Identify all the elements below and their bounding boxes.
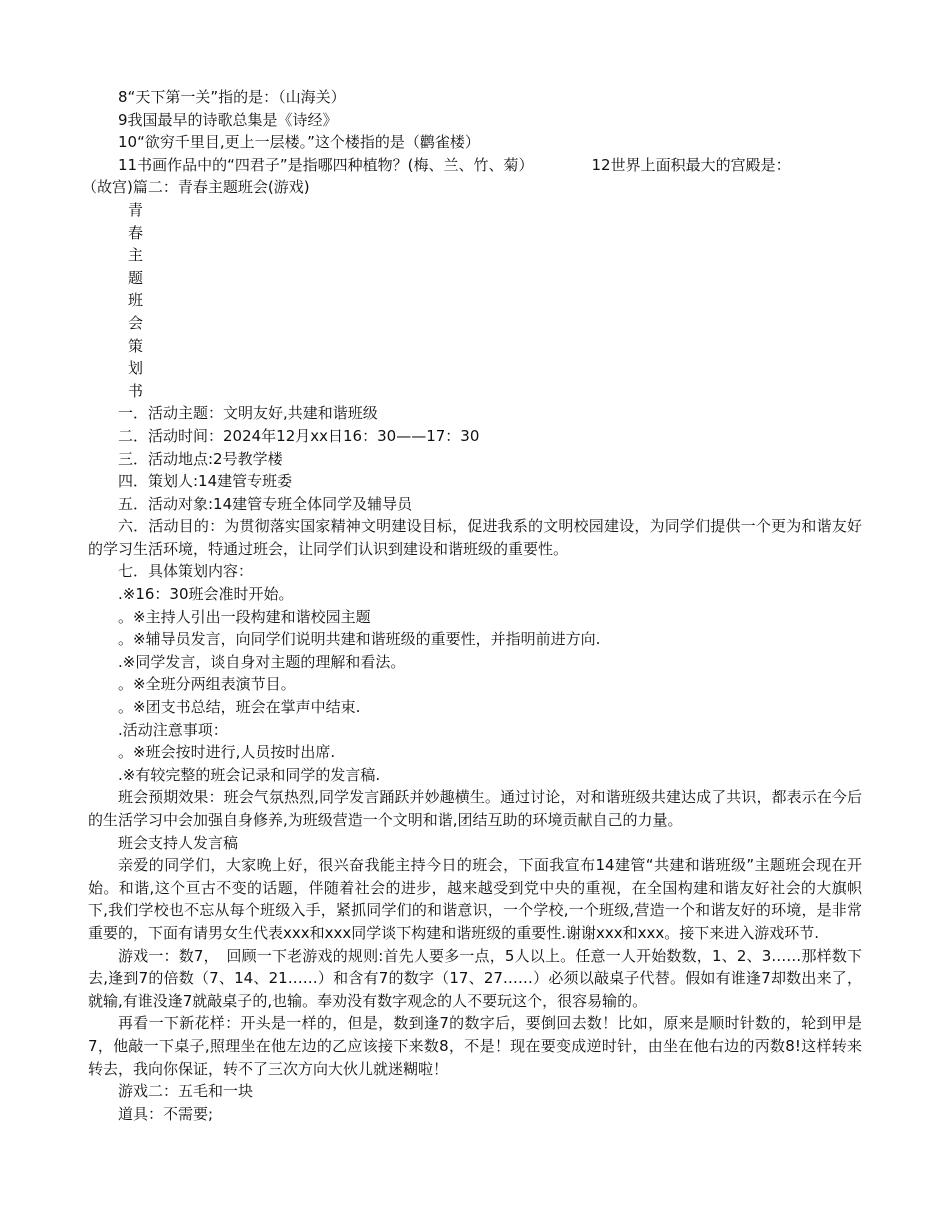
plan-location: 三．活动地点:2号教学楼 [118, 449, 283, 468]
quiz-q11: 11书画作品中的“四君子”是指哪四种植物？(梅、兰、竹、菊） [118, 155, 534, 174]
quiz-q10: 10“欲穷千里目,更上一层楼。”这个楼指的是（鹳雀楼） [118, 133, 480, 152]
note-item: 。※班会按时进行,人员按时出席. [118, 743, 336, 762]
game-two-heading: 游戏二：五毛和一块 [118, 1082, 254, 1101]
vertical-title-char: 划 [128, 359, 144, 378]
vertical-title-char: 主 [128, 246, 144, 265]
vertical-title [88, 199, 862, 402]
vertical-title-char: 春 [128, 223, 144, 242]
plan-organizer: 四．策划人:14建管专班委 [118, 472, 293, 491]
quiz-q12-question: 12世界上面积最大的宫殿是： [591, 155, 791, 174]
quiz-q8: 8“天下第一关”指的是：（山海关） [118, 88, 346, 106]
vertical-title-char: 会 [128, 313, 144, 332]
plan-time: 二．活动时间：2024年12月xx日16：30——17：30 [118, 426, 480, 445]
game-one: 游戏一：数7， 回顾一下老游戏的规则:首先人要多一点，5人以上。任意一人开始数数，1、2、3……那样数下去,逢到7的倍数（7、14、21……）和含有7的数字（17、27……）必须以敲桌子代替。假如有谁逢7却数出来了，就输,有谁没逢7就敲桌子的,也输。奉劝没有数字观念的人不要玩这个，很容易输的。 [88, 946, 862, 1010]
vertical-title-char: 青 [128, 200, 144, 219]
plan-theme: 一．活动主题：文明友好,共建和谐班级 [118, 404, 378, 423]
quiz-q12-answer-heading: （故宫)篇二：青春主题班会(游戏) [82, 178, 310, 197]
vertical-title-char: 题 [128, 268, 144, 287]
plan-step: 。※主持人引出一段构建和谐校园主题 [118, 607, 371, 626]
vertical-title-char: 书 [128, 381, 144, 400]
quiz-q11-q12 [88, 154, 868, 177]
speech-title: 班会支持人发言稿 [118, 833, 239, 852]
game-one-variant: 再看一下新花样：开头是一样的，但是，数到逢7的数字后，要倒回去数！比如，原来是顺时针数的，轮到甲是7，他敲一下桌子,照理坐在他左边的乙应该接下来数8，不是！现在要变成逆时针，由坐在他右边的丙数8!这样转来转去，我向你保证，转不了三次方向大伙儿就迷糊啦！ [88, 1014, 862, 1078]
plan-audience: 五．活动对象:14建管专班全体同学及辅导员 [118, 494, 413, 513]
vertical-title-char: 策 [128, 336, 144, 355]
plan-step: 。※辅导员发言，向同学们说明共建和谐班级的重要性，并指明前进方向. [118, 630, 601, 649]
plan-purpose: 六．活动目的：为贯彻落实国家精神文明建设目标，促进我系的文明校园建设，为同学们提供一个更为和谐友好的学习生活环境，特通过班会，让同学们认识到建设和谐班级的重要性。 [88, 517, 862, 558]
vertical-title-char: 班 [128, 291, 144, 310]
quiz-q9: 9我国最早的诗歌总集是《诗经》 [118, 110, 338, 129]
speech-paragraph: 亲爱的同学们，大家晚上好，很兴奋我能主持今日的班会，下面我宣布14建管“共建和谐班级”主题班会现在开始。和谐,这个亘古不变的话题，伴随着社会的进步，越来越受到党中央的重视，在全国构建和谐友好社会的大旗帜下,我们学校也不忘从每个班级入手，紧抓同学们的和谐意识，一个学校,一个班级,营造一个和谐友好的环境，是非常重要的，下面有请男女生代表xxx和xxx同学谈下构建和谐班级的重要性.谢谢xxx和xxx。接下来进入游戏环节. [88, 856, 862, 942]
plan-step: 。※全班分两组表演节目。 [118, 675, 296, 694]
plan-step: 。※团支书总结，班会在掌声中结束. [118, 698, 361, 717]
game-two-props: 道具：不需要; [118, 1104, 214, 1123]
notes-heading: .活动注意事项： [118, 720, 228, 739]
document-page [82, 86, 862, 1125]
expected-effect: 班会预期效果：班会气氛热烈,同学发言踊跃并妙趣横生。通过讨论，对和谐班级共建达成了共识，都表示在今后的生活学习中会加强自身修养,为班级营造一个文明和谐,团结互助的环境贡献自己的力量。 [88, 788, 862, 829]
plan-step: .※16：30班会准时开始。 [118, 585, 294, 604]
plan-step: .※同学发言，谈自身对主题的理解和看法。 [118, 652, 406, 671]
note-item: .※有较完整的班会记录和同学的发言稿. [118, 765, 381, 784]
plan-details-heading: 七．具体策划内容： [118, 562, 254, 581]
